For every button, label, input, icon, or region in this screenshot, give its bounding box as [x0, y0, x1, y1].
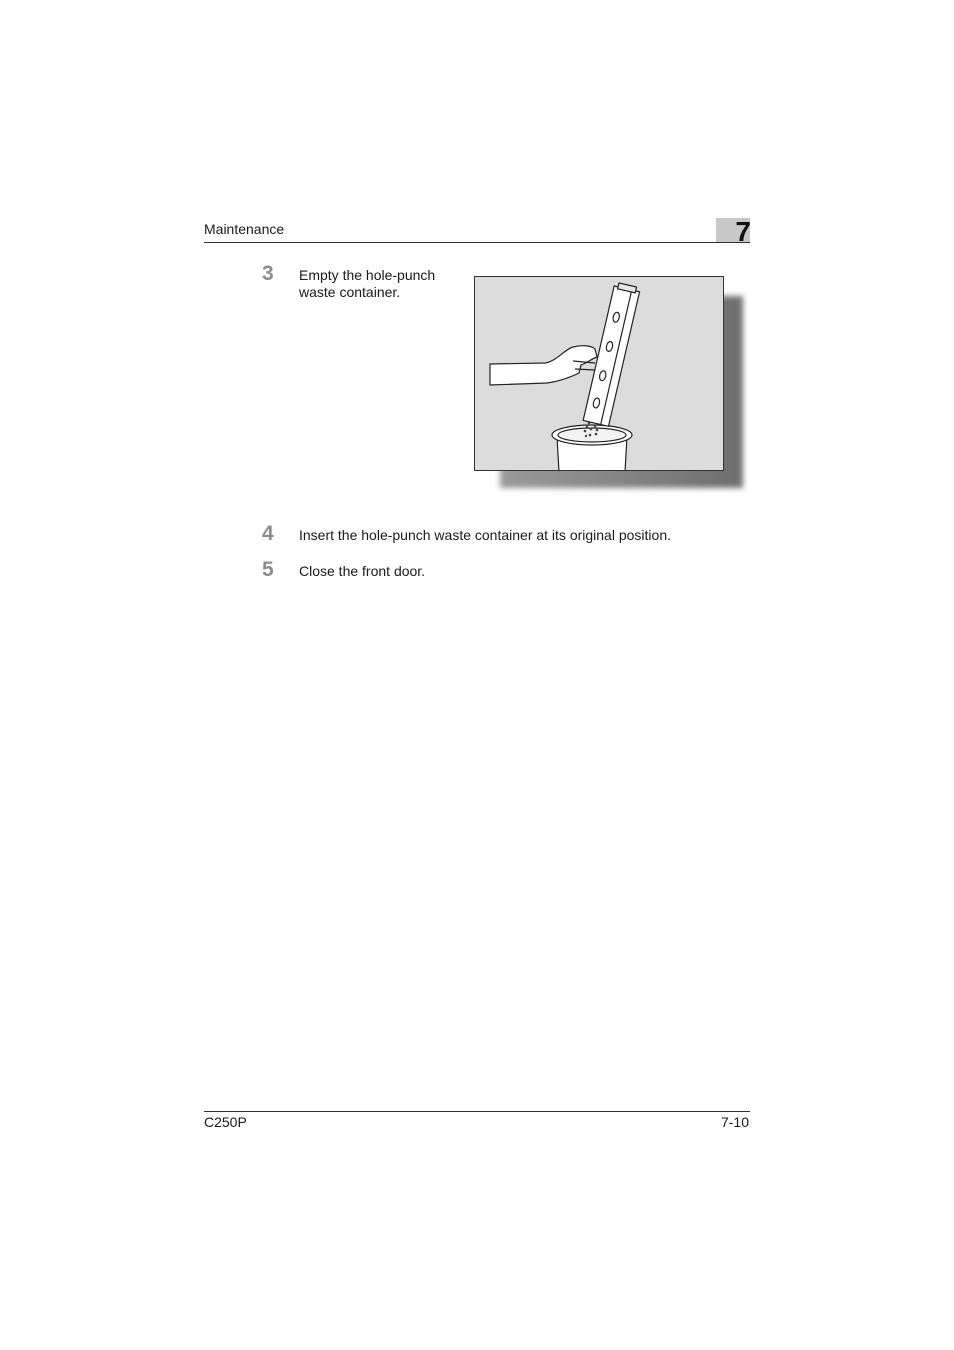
page-number: 7-10 [720, 1114, 749, 1130]
model-name: C250P [204, 1114, 247, 1130]
chapter-number: 7 [735, 216, 751, 247]
illustration-emptying-waste-container [474, 276, 724, 471]
step-number: 5 [262, 558, 274, 581]
step-number: 4 [262, 522, 274, 545]
footer-rule [204, 1111, 750, 1112]
hand-emptying-container-drawing [475, 277, 723, 470]
header-rule [204, 242, 750, 243]
section-title: Maintenance [204, 221, 285, 237]
step-text: Empty the hole-punch waste container. [299, 267, 436, 300]
waste-bin [552, 425, 632, 470]
step-number: 3 [262, 262, 274, 285]
step-text: Insert the hole-punch waste container at its original position. [299, 527, 671, 543]
hand [490, 346, 597, 385]
step-text: Close the front door. [299, 563, 426, 579]
